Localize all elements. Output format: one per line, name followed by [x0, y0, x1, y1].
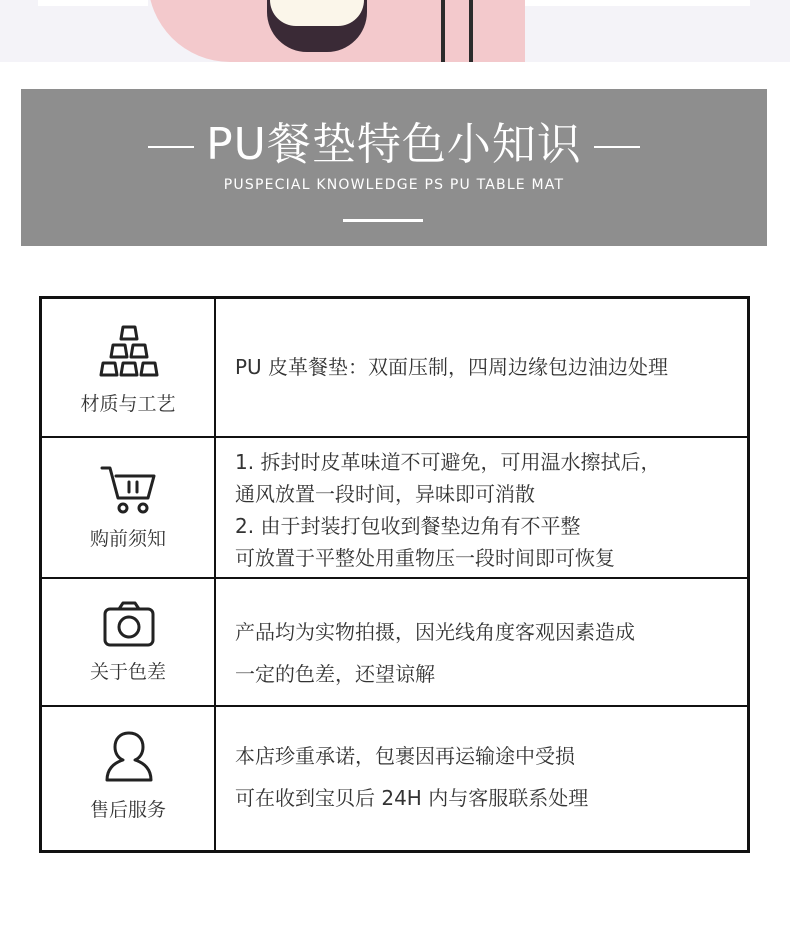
- row-content: [235, 446, 737, 574]
- row-label-cell: [42, 579, 216, 705]
- row-content: [235, 735, 737, 819]
- row-label: 关于色差: [89, 661, 166, 683]
- banner-subtitle: PUSPECIAL KNOWLEDGE PS PU TABLE MAT: [223, 177, 565, 193]
- content-line: 一定的色差，还望谅解: [235, 662, 435, 686]
- title-dash-left: [148, 146, 194, 148]
- content-line: 可在收到宝贝后 24H 内与客服联系处理: [235, 786, 589, 810]
- banner-underline: [343, 219, 423, 222]
- photo-chopstick: [441, 0, 445, 62]
- table-row-notice: [42, 438, 747, 579]
- row-label-cell: [42, 299, 216, 436]
- row-label-cell: [42, 438, 216, 577]
- row-label-cell: [42, 707, 216, 850]
- content-line: 2. 由于封装打包收到餐垫边角有不平整: [235, 514, 581, 538]
- section-banner: [21, 89, 767, 246]
- camera-icon: [99, 597, 159, 653]
- table-row-material: [42, 299, 747, 438]
- shopping-cart-icon: [99, 462, 159, 518]
- content-line: PU 皮革餐垫：双面压制，四周边缘包边油边处理: [235, 355, 669, 379]
- photo-chopstick: [469, 0, 473, 62]
- photo-edge: [38, 0, 148, 6]
- user-icon: [99, 729, 159, 785]
- title-dash-right: [594, 146, 640, 148]
- banner-title: PU餐垫特色小知识: [206, 119, 582, 170]
- content-line: 通风放置一段时间，异味即可消散: [235, 482, 535, 506]
- product-photo-strip: [0, 0, 790, 62]
- content-line: 1. 拆封时皮革味道不可避免，可用温水擦拭后，: [235, 450, 661, 474]
- content-line: 产品均为实物拍摄，因光线角度客观因素造成: [235, 620, 635, 644]
- row-content: [235, 611, 737, 695]
- gold-bars-icon: [99, 321, 159, 377]
- row-label: 购前须知: [89, 528, 166, 550]
- row-label: 售后服务: [89, 799, 166, 821]
- row-label: 材质与工艺: [80, 393, 176, 415]
- banner-title-row: [21, 117, 767, 173]
- table-row-color: [42, 579, 747, 707]
- info-table: [39, 296, 750, 853]
- content-line: 本店珍重承诺，包裹因再运输途中受损: [235, 744, 575, 768]
- table-row-aftersales: [42, 707, 747, 850]
- content-line: 可放置于平整处用重物压一段时间即可恢复: [235, 546, 615, 570]
- row-content: [235, 351, 737, 383]
- photo-cup-top: [270, 0, 364, 26]
- photo-edge: [525, 0, 750, 6]
